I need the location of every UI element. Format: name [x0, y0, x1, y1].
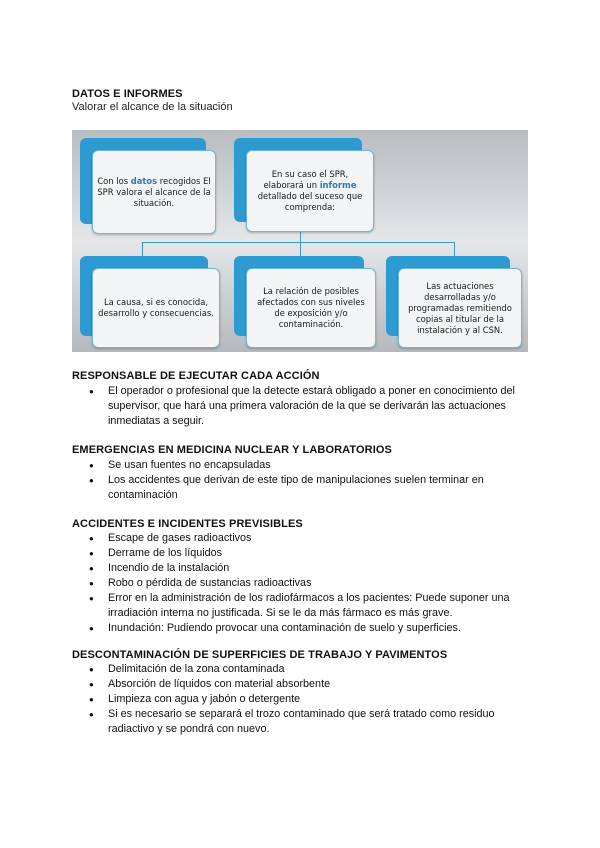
section-title-responsable: RESPONSABLE DE EJECUTAR CADA ACCIÓN	[72, 370, 320, 382]
section-title-datos: DATOS E INFORMES	[72, 88, 183, 100]
node-datos-text	[97, 176, 211, 209]
list-item: ● Delimitación de la zona contaminada	[72, 662, 532, 677]
list-responsable	[72, 384, 532, 429]
section-title-descontaminacion: DESCONTAMINACIÓN DE SUPERFICIES DE TRABAJO Y PAVIMENTOS	[72, 649, 448, 661]
list-item: ● Incendio de la instalación	[72, 561, 532, 576]
list-item: ● Error en la administración de los radiofármacos a los pacientes: Puede suponer una irradiación interna no justificada. Si se le da más fármaco es más grave.	[72, 591, 532, 621]
list-descontaminacion	[72, 662, 532, 737]
list-accidentes	[72, 531, 532, 636]
list-item: ● Si es necesario se separará el trozo contaminado que será tratado como residuo radiactivo y se pondrá con nuevo.	[72, 707, 532, 737]
node-afectados	[234, 256, 376, 348]
node-causa-text: La causa, si es conocida, desarrollo y consecuencias.	[92, 268, 220, 348]
connector-center	[300, 242, 301, 256]
node-informe-pre: En su caso el SPR, elaborará un	[263, 169, 349, 190]
node-afectados-text: La relación de posibles afectados con sus niveles de exposición y/o contaminación.	[246, 268, 376, 348]
node-actuaciones	[386, 256, 522, 348]
list-item: ● El operador o profesional que la detecte estará obligado a poner en conocimiento del supervisor, que hará una primera valoración de la que se derivarán las actuaciones inmediatas a seguir.	[72, 384, 532, 429]
list-emergencias	[72, 458, 532, 503]
node-datos-keyword: datos	[130, 175, 158, 186]
list-item: ● Los accidentes que derivan de este tipo de manipulaciones suelen terminar en contaminación	[72, 473, 532, 503]
node-informe	[234, 138, 374, 232]
connector-horizontal	[142, 242, 454, 243]
list-item: ● Escape de gases radioactivos	[72, 531, 532, 546]
list-item: ● Limpieza con agua y jabón o detergente	[72, 692, 532, 707]
list-item: ● Absorción de líquidos con material absorbente	[72, 677, 532, 692]
section-title-accidentes: ACCIDENTES E INCIDENTES PREVISIBLES	[72, 518, 303, 530]
node-datos	[80, 138, 216, 234]
connector-left	[142, 242, 143, 256]
node-datos-post: recogidos El SPR valora el alcance de la situación.	[97, 175, 211, 208]
section-subtitle-datos: Valorar el alcance de la situación	[72, 101, 233, 113]
node-informe-post: detallado del suceso que comprenda:	[257, 191, 363, 212]
list-item: ● Robo o pérdida de sustancias radioactivas	[72, 576, 532, 591]
list-item: ● Inundación: Pudiendo provocar una contaminación de suelo y superficies.	[72, 621, 532, 636]
node-datos-pre: Con los	[97, 175, 131, 186]
node-informe-keyword: informe	[319, 180, 357, 190]
list-item: ● Derrame de los líquidos	[72, 546, 532, 561]
node-actuaciones-text: Las actuaciones desarrolladas y/o programadas remitiendo copias al titular de la instalación y al CSN.	[398, 268, 522, 348]
section-title-emergencias: EMERGENCIAS EN MEDICINA NUCLEAR Y LABORATORIOS	[72, 444, 392, 456]
flow-diagram	[72, 130, 528, 352]
connector-right	[454, 242, 455, 256]
node-causa	[80, 256, 220, 348]
node-informe-text	[251, 169, 369, 213]
list-item: ● Se usan fuentes no encapsuladas	[72, 458, 532, 473]
